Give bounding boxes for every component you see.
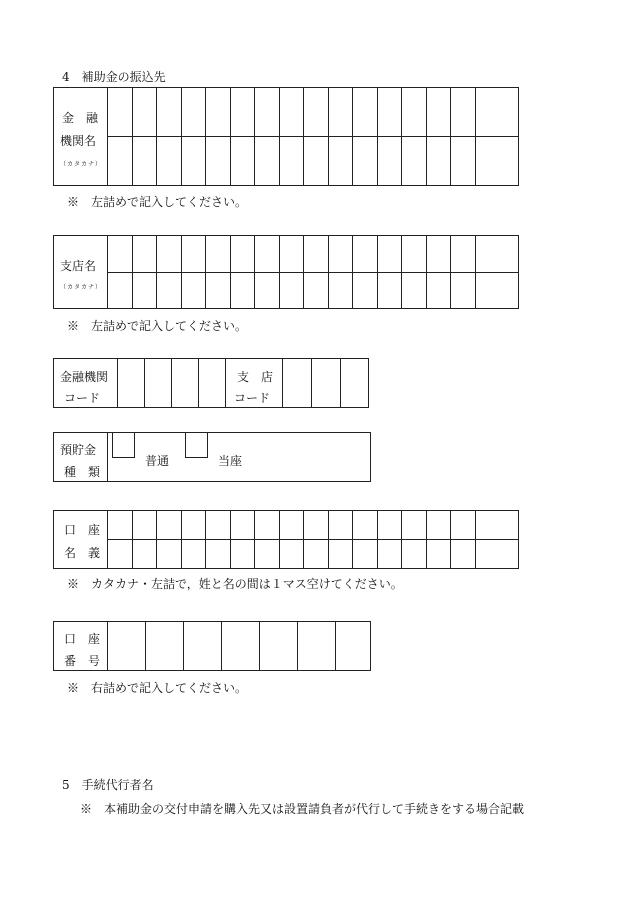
branch-name-char-box[interactable] (378, 272, 402, 307)
bank-name-char-box[interactable] (231, 136, 255, 184)
bank-name-char-box[interactable] (304, 136, 328, 184)
branch-name-char-box[interactable] (329, 272, 353, 307)
branch-name-char-box[interactable] (255, 236, 279, 271)
bank-name-char-box[interactable] (378, 136, 402, 184)
account-holder-grid-line (279, 511, 280, 568)
bank-name-char-box[interactable] (427, 136, 451, 184)
account-holder-char-box[interactable] (108, 539, 132, 567)
account-holder-char-box[interactable] (157, 511, 181, 538)
section5-heading: 5 手続代行者名 (62, 778, 154, 792)
bank-name-grid-line (230, 88, 231, 185)
branch-name-grid-line (181, 236, 182, 308)
bank-name-char-box[interactable] (206, 88, 230, 135)
branch-name-char-box[interactable] (304, 272, 328, 307)
account-holder-char-box[interactable] (476, 511, 500, 538)
branch-name-char-box[interactable] (476, 272, 500, 307)
branch-name-grid-line (352, 236, 353, 308)
bank-name-char-box[interactable] (108, 136, 132, 184)
bank-name-katakana-note: （カタカナ） (60, 161, 103, 168)
account-holder-char-box[interactable] (206, 539, 230, 567)
account-holder-char-box[interactable] (280, 511, 304, 538)
branch-name-char-box[interactable] (182, 236, 206, 271)
account-holder-char-box[interactable] (182, 539, 206, 567)
bank-name-label-line2: 機関名 (60, 134, 97, 148)
bank-name-grid-line (181, 88, 182, 185)
account-holder-char-box[interactable] (157, 539, 181, 567)
bank-name-grid-line (401, 88, 402, 185)
bank-name-char-box[interactable] (451, 136, 475, 184)
account-holder-char-box[interactable] (133, 539, 157, 567)
branch-name-grid-line (230, 236, 231, 308)
branch-name-char-box[interactable] (133, 236, 157, 271)
account-holder-char-box[interactable] (231, 539, 255, 567)
branch-name-char-box[interactable] (231, 272, 255, 307)
account-holder-char-box[interactable] (304, 511, 328, 538)
bank-name-grid-line (377, 88, 378, 185)
bank-name-char-box[interactable] (378, 88, 402, 135)
bank-name-char-box[interactable] (255, 136, 279, 184)
branch-name-grid-line (401, 236, 402, 308)
account-holder-grid-line (328, 511, 329, 568)
account-holder-label-line2: 名 義 (64, 546, 101, 560)
branch-name-char-box[interactable] (255, 272, 279, 307)
branch-name-grid-line (377, 236, 378, 308)
bank-name-char-box[interactable] (182, 136, 206, 184)
branch-name-grid-line (156, 236, 157, 308)
branch-name-grid-line (303, 236, 304, 308)
branch-name-char-box[interactable] (157, 236, 181, 271)
account-holder-grid-line (377, 511, 378, 568)
account-holder-char-box[interactable] (427, 511, 451, 538)
bank-code-digit-1[interactable] (118, 359, 144, 407)
branch-name-char-box[interactable] (206, 272, 230, 307)
bank-name-note: ※ 左詰めで記入してください。 (67, 195, 248, 209)
bank-name-char-box[interactable] (280, 88, 304, 135)
bank-name-grid-line (450, 88, 451, 185)
bank-name-grid-line (205, 88, 206, 185)
section4-heading: 4 補助金の振込先 (62, 70, 166, 84)
ordinary-checkbox[interactable] (112, 432, 135, 458)
branch-code-digit-1[interactable] (283, 359, 311, 407)
bank-name-char-box[interactable] (451, 88, 475, 135)
deposit-type-label-line1: 預貯金 (60, 443, 97, 457)
account-holder-char-box[interactable] (353, 539, 377, 567)
bank-code-digit-2[interactable] (145, 359, 171, 407)
bank-name-char-box[interactable] (157, 88, 181, 135)
account-number-digit-2[interactable] (146, 622, 183, 670)
account-holder-char-box[interactable] (329, 539, 353, 567)
account-holder-grid-line (205, 511, 206, 568)
bank-name-grid-line (352, 88, 353, 185)
branch-name-char-box[interactable] (182, 272, 206, 307)
account-holder-grid-line (156, 511, 157, 568)
bank-name-char-box[interactable] (476, 136, 500, 184)
account-holder-grid-line (132, 511, 133, 568)
account-holder-char-box[interactable] (255, 539, 279, 567)
account-holder-grid-line (303, 511, 304, 568)
account-holder-grid-line (475, 511, 476, 568)
account-number-digit-4[interactable] (222, 622, 259, 670)
branch-code-digit-3[interactable] (341, 359, 368, 407)
account-holder-grid-line (450, 511, 451, 568)
account-holder-char-box[interactable] (280, 539, 304, 567)
ordinary-label: 普通 (145, 454, 170, 468)
branch-name-char-box[interactable] (427, 272, 451, 307)
bank-name-char-box[interactable] (255, 88, 279, 135)
account-holder-label-line1: 口 座 (64, 523, 101, 537)
account-number-table (53, 621, 371, 671)
branch-name-table (53, 235, 519, 309)
branch-name-katakana-note: （カタカナ） (60, 284, 103, 291)
bank-name-char-box[interactable] (280, 136, 304, 184)
branch-name-char-box[interactable] (451, 236, 475, 271)
bank-code-label-line2: コード (64, 391, 101, 405)
account-holder-char-box[interactable] (304, 539, 328, 567)
branch-name-char-box[interactable] (378, 236, 402, 271)
branch-name-char-box[interactable] (157, 272, 181, 307)
branch-name-char-box[interactable] (231, 236, 255, 271)
account-holder-char-box[interactable] (353, 511, 377, 538)
current-label: 当座 (218, 454, 243, 468)
account-holder-note: ※ カタカナ・左詰で，姓と名の間は１マス空けてください。 (67, 577, 403, 591)
account-holder-grid-line (230, 511, 231, 568)
deposit-type-label-line2: 種 類 (64, 465, 101, 479)
account-number-digit-6[interactable] (298, 622, 335, 670)
account-holder-char-box[interactable] (451, 511, 475, 538)
bank-code-digit-4[interactable] (199, 359, 225, 407)
account-number-digit-3[interactable] (184, 622, 221, 670)
account-number-label-line1: 口 座 (64, 632, 101, 646)
branch-name-label: 支店名 (60, 259, 97, 273)
bank-name-grid-line (254, 88, 255, 185)
branch-name-char-box[interactable] (280, 272, 304, 307)
account-holder-char-box[interactable] (427, 539, 451, 567)
account-holder-char-box[interactable] (402, 511, 426, 538)
branch-name-char-box[interactable] (353, 236, 377, 271)
bank-name-grid-line (475, 88, 476, 185)
bank-name-char-box[interactable] (133, 136, 157, 184)
account-holder-grid-line (401, 511, 402, 568)
branch-code-digit-2[interactable] (312, 359, 340, 407)
account-holder-char-box[interactable] (402, 539, 426, 567)
bank-name-grid-line (156, 88, 157, 185)
bank-name-char-box[interactable] (206, 136, 230, 184)
bank-name-char-box[interactable] (157, 136, 181, 184)
account-holder-grid-line (181, 511, 182, 568)
branch-name-char-box[interactable] (402, 272, 426, 307)
bank-name-char-box[interactable] (353, 136, 377, 184)
account-holder-char-box[interactable] (206, 511, 230, 538)
bank-name-char-box[interactable] (304, 88, 328, 135)
bank-name-table (53, 87, 519, 186)
section5-note: ※ 本補助金の交付申請を購入先又は設置請負者が代行して手続きをする場合記載 (80, 802, 525, 816)
branch-name-char-box[interactable] (427, 236, 451, 271)
bank-name-grid-line (328, 88, 329, 185)
bank-name-grid-line (279, 88, 280, 185)
account-holder-char-box[interactable] (133, 511, 157, 538)
branch-name-char-box[interactable] (476, 236, 500, 271)
branch-name-grid-line (254, 236, 255, 308)
bank-name-char-box[interactable] (182, 88, 206, 135)
account-holder-char-box[interactable] (476, 539, 500, 567)
branch-code-label-line1: 支 店 (237, 370, 274, 384)
current-checkbox[interactable] (185, 432, 208, 458)
branch-name-char-box[interactable] (304, 236, 328, 271)
account-holder-grid-line (426, 511, 427, 568)
branch-name-char-box[interactable] (353, 272, 377, 307)
bank-name-char-box[interactable] (231, 88, 255, 135)
account-holder-grid-line (352, 511, 353, 568)
bank-name-char-box[interactable] (402, 136, 426, 184)
branch-name-char-box[interactable] (108, 272, 132, 307)
bank-name-label-line1: 金 融 (62, 111, 99, 125)
deposit-type-table (53, 432, 371, 482)
bank-name-grid-line (303, 88, 304, 185)
account-number-digit-5[interactable] (260, 622, 297, 670)
branch-name-grid-line (328, 236, 329, 308)
branch-name-grid-line (205, 236, 206, 308)
branch-name-char-box[interactable] (280, 236, 304, 271)
account-holder-table (53, 510, 519, 569)
account-holder-char-box[interactable] (451, 539, 475, 567)
account-number-digit-1[interactable] (108, 622, 145, 670)
bank-name-char-box[interactable] (329, 136, 353, 184)
bank-name-char-box[interactable] (329, 88, 353, 135)
bank-name-char-box[interactable] (402, 88, 426, 135)
branch-name-grid-line (475, 236, 476, 308)
branch-name-char-box[interactable] (451, 272, 475, 307)
account-holder-char-box[interactable] (378, 539, 402, 567)
branch-code-label-line2: コード (234, 391, 271, 405)
account-holder-grid-line (254, 511, 255, 568)
account-holder-char-box[interactable] (231, 511, 255, 538)
branch-name-grid-line (132, 236, 133, 308)
bank-name-grid-line (426, 88, 427, 185)
bank-name-char-box[interactable] (353, 88, 377, 135)
bank-name-char-box[interactable] (108, 88, 132, 135)
bank-name-char-box[interactable] (133, 88, 157, 135)
account-holder-char-box[interactable] (255, 511, 279, 538)
branch-name-char-box[interactable] (108, 236, 132, 271)
bank-code-label-line1: 金融機関 (60, 370, 109, 384)
branch-name-char-box[interactable] (402, 236, 426, 271)
branch-name-char-box[interactable] (133, 272, 157, 307)
account-holder-char-box[interactable] (329, 511, 353, 538)
branch-name-grid-line (450, 236, 451, 308)
account-number-note: ※ 右詰めで記入してください。 (67, 681, 248, 695)
bank-code-digit-3[interactable] (172, 359, 198, 407)
codes-table (53, 358, 369, 408)
branch-name-note: ※ 左詰めで記入してください。 (67, 319, 248, 333)
bank-name-grid-line (132, 88, 133, 185)
account-holder-char-box[interactable] (108, 511, 132, 538)
account-number-digit-7[interactable] (336, 622, 370, 670)
account-number-label-line2: 番 号 (64, 654, 101, 668)
branch-name-char-box[interactable] (206, 236, 230, 271)
bank-name-char-box[interactable] (476, 88, 500, 135)
branch-name-grid-line (279, 236, 280, 308)
bank-name-char-box[interactable] (427, 88, 451, 135)
account-holder-char-box[interactable] (182, 511, 206, 538)
branch-name-char-box[interactable] (329, 236, 353, 271)
account-holder-char-box[interactable] (378, 511, 402, 538)
branch-name-grid-line (426, 236, 427, 308)
